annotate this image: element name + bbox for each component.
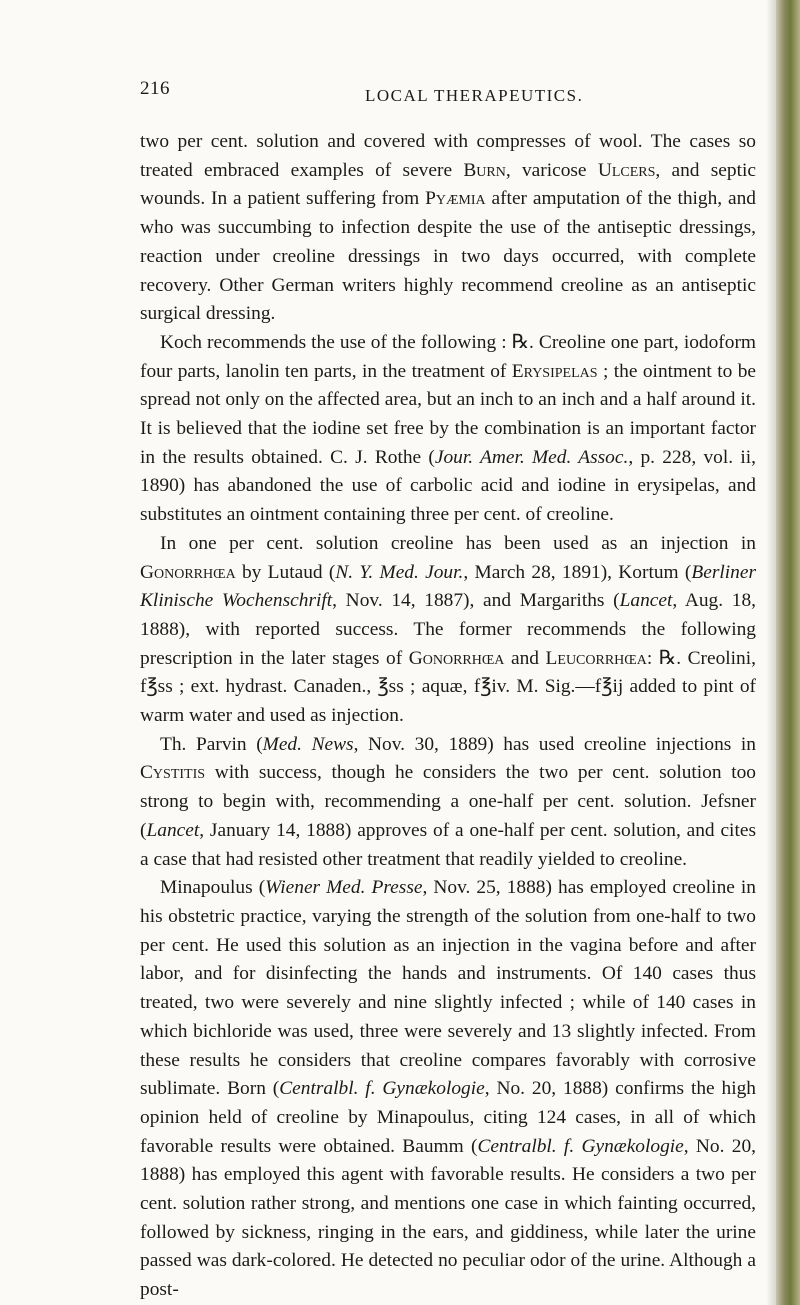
text-segment: , March 28, 1891), Kortum ( [463,561,692,583]
text-segment: , Nov. 25, 1888) has employed creoline in his obstetric practice, varying the strength of the solution from one-half to two per cent. He used this solution as an injection in the vagina before and after labor, and for disinfecting the hands and instruments. Of 140 cases thus treated, two were severely and nine slightly infected ; while of 140 cases in which bichloride was used, three were severely and 13 slightly infected. From these results he considers that creoline compares favorably with corrosive sublimate. Born ( [140,877,757,1100]
text-segment: Berliner Klinische Wochenschrift [140,561,756,612]
text-segment: two per cent. solution and covered with compresses of wool. The cases so treated embraced examples of severe [140,131,756,181]
text-segment: with success, though he considers the two per cent. solution too strong to begin with, recommending a one-half per cent. solution. Jefsner ( [140,762,756,841]
text-segment: In one per cent. solution creoline has been used as an injection in [160,532,756,554]
text-segment: Cystitis [140,762,206,784]
text-segment: , Nov. 14, 1887), and Margariths ( [332,590,620,612]
body-text [140,128,756,1305]
paragraph-erysipelas [140,329,756,530]
paragraph-obstetric [140,874,756,1305]
text-segment: , Aug. 18, 1888), with reported success. The former recommends the following prescription in the later stages of [140,590,756,669]
text-segment: Jour. Amer. Med. Assoc. [434,446,629,468]
book-edge [776,0,800,1305]
text-segment: after amputation of the thigh, and who was succumbing to infection despite the use of the antiseptic dressings, reaction under creoline dressings in two days occurred, with complete recovery. Other German writers highly recommend creoline as an antiseptic surgical dressing. [140,188,756,325]
text-segment: , No. 20, 1888) has employed this agent with favorable results. He considers a two per cent. solution rather strong, and mentions one case in which fainting occurred, followed by sickness, ringing in the ears, and giddiness, while later the urine passed was dark-colored. He detected no peculiar odor of the urine. Although a post- [140,1135,756,1301]
text-segment: , p. 228, vol. ii, 1890) has abandoned the use of carbolic acid and iodine in erysipelas, and substitutes an ointment containing three per cent. of creoline. [140,446,756,526]
text-segment: , varicose [505,159,598,181]
text-segment: , and septic wounds. In a patient suffering from [140,159,756,210]
text-segment: N. Y. Med. Jour. [335,561,464,583]
running-head: LOCAL THERAPEUTICS. [365,86,584,105]
text-segment: Wiener Med. Presse [265,877,423,899]
text-segment: Burn [463,159,506,181]
text-segment: , Nov. 30, 1889) has used creoline injections in [353,733,756,755]
text-segment: Erysipelas [511,360,598,382]
text-segment: Centralbl. f. Gynækologie [477,1135,684,1157]
text-segment: Th. Parvin ( [160,733,263,755]
text-segment: Minapoulus ( [160,877,266,899]
paragraph-creoline-dressings [140,128,756,329]
text-segment: Lancet [146,819,200,841]
text-segment: Ulcers [597,159,656,181]
text-segment: by Lutaud ( [235,561,336,583]
text-segment: Leucorrhœa [545,647,647,669]
text-segment: , January 14, 1888) approves of a one-half per cent. solution, and cites a case that had resisted other treatment that readily yielded to creoline. [140,819,756,870]
text-segment: Koch recommends the use of the following : ℞. Creoline one part, iodoform four parts, lanolin ten parts, in the treatment of [140,331,756,382]
page-number: 216 [140,78,170,99]
text-segment: Centralbl. f. Gynækologie [279,1078,485,1100]
paragraph-cystitis [140,731,756,875]
text-segment: Gonorrhœa [408,647,505,669]
paragraph-gonorrhoea [140,530,756,731]
page-header [140,78,760,106]
text-segment: Pyæmia [425,188,486,210]
text-segment: , No. 20, 1888) confirms the high opinion held of creoline by Minapoulus, citing 124 cases, in all of which favorable results were obtained. Baumm ( [140,1078,756,1157]
text-segment: and [504,647,546,669]
page-shadow [766,0,776,1305]
text-segment: ; the ointment to be spread not only on the affected area, but an inch to an inch and a half around it. It is believed that the iodine set free by the combination is an important factor in the results obtained. C. J. Rothe ( [140,360,757,468]
text-segment: Gonorrhœa [140,561,236,583]
text-segment: Med. News [262,733,354,755]
text-segment: : ℞. Creolini, f℥ss ; ext. hydrast. Canaden., ℥ss ; aquæ, f℥iv. M. Sig.—f℥ij added to pint of warm water and used as injection. [140,647,756,727]
text-segment: Lancet [619,590,673,612]
